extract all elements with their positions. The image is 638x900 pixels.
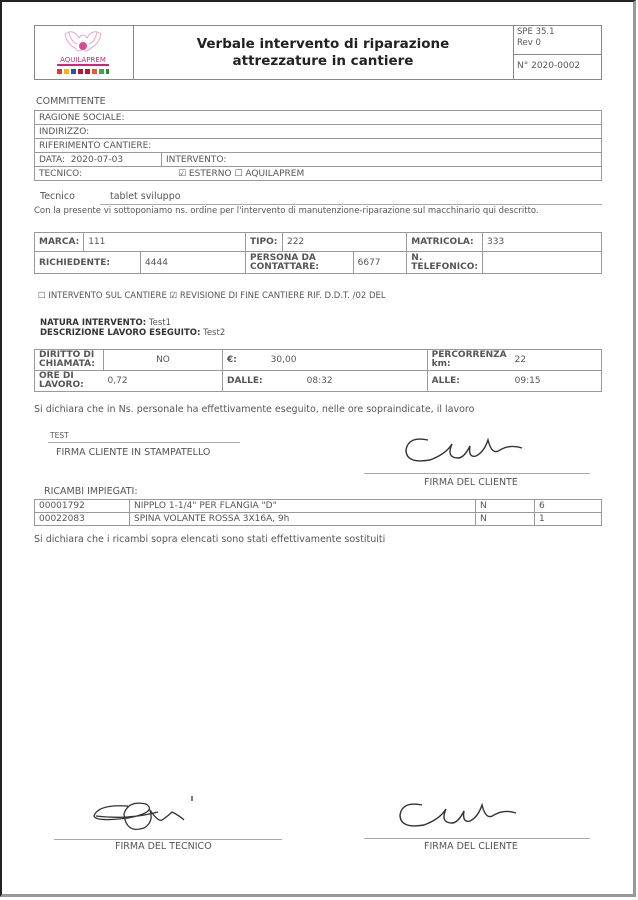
riferimento-cantiere-field: RIFERIMENTO CANTIERE: xyxy=(35,139,602,153)
percorrenza-label: PERCORRENZA km: xyxy=(427,350,510,371)
client-signature-line-2 xyxy=(364,838,590,839)
persona-value: 6677 xyxy=(353,252,407,274)
tipo-value: 222 xyxy=(283,233,407,252)
work-table xyxy=(34,349,602,392)
ricambi-label: RICAMBI IMPIEGATI: xyxy=(44,486,138,497)
logo-text: AQUILAPREM xyxy=(60,56,106,64)
ricambio-unit: N xyxy=(476,513,535,526)
ricambio-description: NIPPLO 1-1/4" PER FLANGIA "D" xyxy=(130,500,476,513)
document-title xyxy=(133,26,513,79)
ricambio-qty: 6 xyxy=(535,500,602,513)
title-line-2: attrezzature in cantiere xyxy=(232,52,414,69)
declaration-work: Si dichiara che in Ns. personale ha effettivamente eseguito, nelle ore sopraindicate, il lavoro xyxy=(34,404,475,415)
percorrenza-value: 22 xyxy=(511,350,602,371)
data-field: DATA: 2020-07-03 xyxy=(35,153,162,167)
company-logo xyxy=(35,26,134,79)
alle-value: 09:15 xyxy=(511,371,602,392)
ricambi-table xyxy=(34,499,602,526)
diritto-label: DIRITTO DI CHIAMATA: xyxy=(35,350,104,371)
marca-label: MARCA: xyxy=(35,233,84,252)
ragione-sociale-field: RAGIONE SOCIALE: xyxy=(35,111,602,125)
committente-table xyxy=(34,110,602,181)
intervention-options: ☐ INTERVENTO SUL CANTIERE ☑ REVISIONE DI FINE CANTIERE RIF. D.D.T. /02 DEL xyxy=(38,291,386,301)
ore-value: 0,72 xyxy=(104,371,223,392)
natura-value: Test1 xyxy=(148,318,172,328)
data-value: 2020-07-03 xyxy=(70,154,124,165)
dalle-value: 08:32 xyxy=(267,371,428,392)
ricambi-row xyxy=(35,513,602,526)
client-print-line xyxy=(48,442,240,443)
document-header xyxy=(34,25,602,80)
richiedente-label: RICHIEDENTE: xyxy=(35,252,141,274)
ricambio-description: SPINA VOLANTE ROSSA 3X16A, 9h xyxy=(130,513,476,526)
machine-table xyxy=(34,232,602,274)
descrizione-lavoro: DESCRIZIONE LAVORO ESEGUITO: Test2 xyxy=(40,328,226,338)
telefono-label: N. TELEFONICO: xyxy=(407,252,483,274)
persona-label: PERSONA DA CONTATTARE: xyxy=(246,252,354,274)
tecnico-signature-label: FIRMA DEL TECNICO xyxy=(115,841,212,852)
richiedente-value: 4444 xyxy=(141,252,246,274)
declaration-parts: Si dichiara che i ricambi sopra elencati sono stati effettivamente sostituiti xyxy=(34,534,386,545)
tecnico-signature xyxy=(88,792,228,838)
telefono-value xyxy=(483,252,602,274)
matricola-label: MATRICOLA: xyxy=(407,233,483,252)
client-signature-1 xyxy=(400,432,530,468)
document-code-box xyxy=(513,26,602,79)
intro-text: Con la presente vi sottoponiamo ns. ordine per l'intervento di manutenzione-riparazione sul macchinario qui descritto. xyxy=(34,206,539,216)
client-signature-label-2: FIRMA DEL CLIENTE xyxy=(424,841,518,852)
tecnico-underline xyxy=(100,204,602,205)
doc-revision: Rev 0 xyxy=(517,38,541,48)
doc-number: N° 2020-0002 xyxy=(517,61,581,71)
ore-label: ORE DI LAVORO: xyxy=(35,371,104,392)
client-signature-line-1 xyxy=(364,473,590,474)
doc-code: SPE 35.1 xyxy=(517,27,555,37)
tecnico-value: tablet sviluppo xyxy=(110,191,181,202)
committente-label: COMMITTENTE xyxy=(36,96,106,107)
diritto-value: NO xyxy=(104,350,223,371)
ricambio-unit: N xyxy=(476,500,535,513)
ricambio-qty: 1 xyxy=(535,513,602,526)
ricambi-row xyxy=(35,500,602,513)
descrizione-value: Test2 xyxy=(203,328,226,338)
aquilaprem-checkbox[interactable]: ☐ AQUILAPREM xyxy=(234,168,305,179)
matricola-value: 333 xyxy=(483,233,602,252)
esterno-checkbox[interactable]: ☑ ESTERNO xyxy=(177,168,232,179)
client-print-label: FIRMA CLIENTE IN STAMPATELLO xyxy=(56,447,211,458)
intervento-field: INTERVENTO: xyxy=(162,153,602,167)
dalle-label: DALLE: xyxy=(223,371,267,392)
natura-intervento: NATURA INTERVENTO: Test1 xyxy=(40,318,172,328)
tecnico-signature-line xyxy=(54,839,282,840)
euro-label: €: xyxy=(223,350,267,371)
client-signature-2 xyxy=(394,797,524,833)
client-print-value: TEST xyxy=(50,431,69,440)
tecnico-field: TECNICO: ☑ ESTERNO ☐ AQUILAPREM xyxy=(35,167,602,181)
marca-value: 111 xyxy=(84,233,246,252)
ricambio-code: 00001792 xyxy=(35,500,130,513)
euro-value: 30,00 xyxy=(267,350,428,371)
ricambio-code: 00022083 xyxy=(35,513,130,526)
tipo-label: TIPO: xyxy=(246,233,283,252)
client-signature-label-1: FIRMA DEL CLIENTE xyxy=(424,477,518,488)
tecnico-label: Tecnico xyxy=(40,191,75,202)
indirizzo-field: INDIRIZZO: xyxy=(35,125,602,139)
title-line-1: Verbale intervento di riparazione xyxy=(196,35,450,52)
alle-label: ALLE: xyxy=(427,371,510,392)
